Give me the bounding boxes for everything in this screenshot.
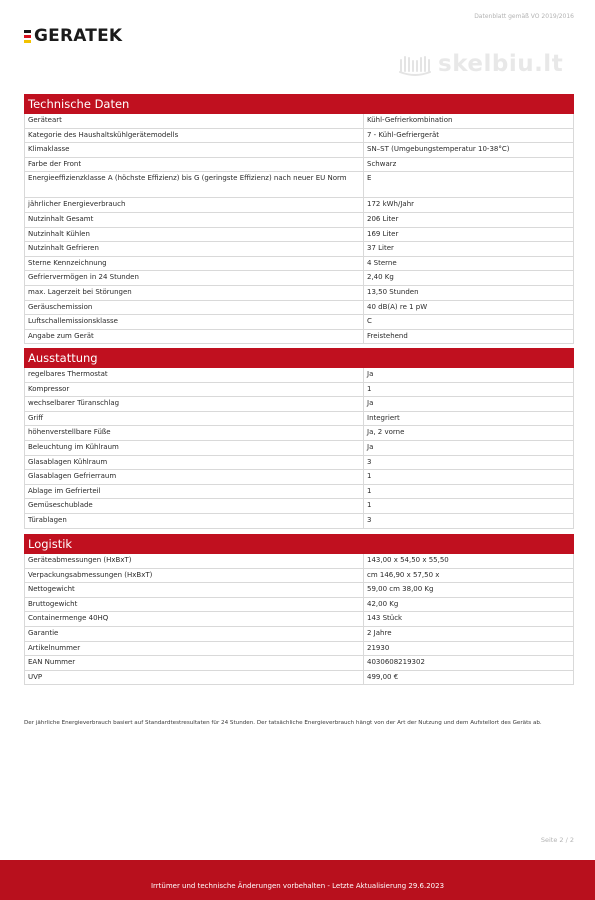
row-value: 7 - Kühl-Gefriergerät [367, 130, 440, 139]
row-value: 4 Sterne [367, 258, 397, 267]
section-title: Technische Daten [24, 94, 574, 114]
row-value: Ja, 2 vorne [367, 428, 405, 437]
table-row [24, 228, 574, 243]
table-row [24, 301, 574, 316]
row-label: Containermenge 40HQ [25, 612, 364, 626]
row-label: regelbares Thermostat [25, 368, 364, 382]
table-row [24, 499, 574, 514]
row-label: Gefriervermögen in 24 Stunden [25, 271, 364, 285]
brand-name: GERATEK [34, 26, 123, 46]
row-label: Ablage im Gefrierteil [25, 485, 364, 499]
table-row [24, 158, 574, 173]
row-value: 172 kWh/Jahr [367, 200, 415, 209]
table-row [24, 271, 574, 286]
table-row [24, 412, 574, 427]
row-label: Luftschallemissionsklasse [25, 315, 364, 329]
table-row [24, 330, 574, 345]
section-title: Ausstattung [24, 348, 574, 368]
section-ausstattung [24, 348, 574, 529]
row-label: Nettogewicht [25, 583, 364, 597]
table-row [24, 642, 574, 657]
row-value: Ja [367, 442, 374, 451]
row-label: höhenverstellbare Füße [25, 426, 364, 440]
german-flag-icon [24, 30, 31, 43]
row-value: 2,40 Kg [367, 273, 394, 282]
row-value: 1 [367, 486, 372, 495]
row-value: 1 [367, 501, 372, 510]
table-row [24, 143, 574, 158]
row-label: Angabe zum Gerät [25, 330, 364, 344]
section-technische-daten [24, 94, 574, 344]
row-value: 206 Liter [367, 214, 399, 223]
table-row [24, 514, 574, 529]
row-label: Garantie [25, 627, 364, 641]
row-value: 4030608219302 [367, 658, 425, 667]
row-label: Glasablagen Gefrierraum [25, 470, 364, 484]
row-value: Ja [367, 399, 374, 408]
row-label: Nutzinhalt Kühlen [25, 228, 364, 242]
row-value: 169 Liter [367, 229, 399, 238]
row-value: SN–ST (Umgebungstemperatur 10-38°C) [367, 145, 510, 154]
row-label: Sterne Kennzeichnung [25, 257, 364, 271]
table-row [24, 554, 574, 569]
row-label: max. Lagerzeit bei Störungen [25, 286, 364, 300]
row-label: Klimaklasse [25, 143, 364, 157]
table-row [24, 598, 574, 613]
row-label: Geräteabmessungen (HxBxT) [25, 554, 364, 568]
row-value: 21930 [367, 643, 390, 652]
footer-bar [0, 860, 595, 900]
row-label: Glasablagen Kühlraum [25, 456, 364, 470]
watermark [398, 51, 563, 77]
section-logistik [24, 534, 574, 685]
row-label: wechselbarer Türanschlag [25, 397, 364, 411]
hands-icon [398, 51, 432, 77]
table-row [24, 441, 574, 456]
table-row [24, 671, 574, 686]
row-value: Integriert [367, 413, 400, 422]
table-row [24, 198, 574, 213]
row-label: Türablagen [25, 514, 364, 528]
table-row [24, 612, 574, 627]
row-value: 42,00 Kg [367, 599, 399, 608]
row-label: Bruttogewicht [25, 598, 364, 612]
footer-text: Irrtümer und technische Änderungen vorbehalten - Letzte Aktualisierung 29.6.2023 [150, 882, 445, 890]
row-label: Beleuchtung im Kühlraum [25, 441, 364, 455]
row-value: Ja [367, 370, 374, 378]
table-row [24, 470, 574, 485]
row-label: Geräteart [25, 114, 364, 128]
table-row [24, 397, 574, 412]
row-label: Kategorie des Haushaltskühlgerätemodells [25, 129, 364, 143]
row-value: 59,00 cm 38,00 Kg [367, 585, 434, 594]
table-row [24, 627, 574, 642]
row-label: Artikelnummer [25, 642, 364, 656]
header-note: Datenblatt gemäß VO 2019/2016 [474, 13, 574, 20]
row-value: Schwarz [367, 159, 397, 168]
row-label: Farbe der Front [25, 158, 364, 172]
section-title: Logistik [24, 534, 574, 554]
table-row [24, 242, 574, 257]
row-value: C [367, 317, 372, 326]
row-label: jährlicher Energieverbrauch [25, 198, 364, 212]
row-value: 1 [367, 472, 372, 481]
row-value: 37 Liter [367, 244, 394, 253]
row-label: Nutzinhalt Gefrieren [25, 242, 364, 256]
row-label: Energieeffizienzklasse A (höchste Effizienz) bis G (geringste Effizienz) nach neuer EU Norm [25, 172, 364, 197]
table-row [24, 257, 574, 272]
row-value: 499,00 € [367, 672, 399, 681]
row-label: EAN Nummer [25, 656, 364, 670]
table-row [24, 114, 574, 129]
row-label: Kompressor [25, 383, 364, 397]
table-row [24, 426, 574, 441]
row-value: Kühl-Gefrierkombination [367, 116, 453, 124]
row-value: Freistehend [367, 331, 408, 340]
table-row [24, 485, 574, 500]
brand-logo [24, 26, 122, 46]
table-row [24, 315, 574, 330]
row-label: Geräuschemission [25, 301, 364, 315]
table-row [24, 583, 574, 598]
row-label: Verpackungsabmessungen (HxBxT) [25, 569, 364, 583]
table-row [24, 286, 574, 301]
table-row [24, 456, 574, 471]
row-label: Gemüseschublade [25, 499, 364, 513]
row-value: 1 [367, 384, 372, 393]
row-value: 143 Stück [367, 614, 403, 623]
table-row [24, 383, 574, 398]
table-row [24, 368, 574, 383]
row-value: 40 dB(A) re 1 pW [367, 302, 428, 311]
row-value: 2 Jahre [367, 628, 392, 637]
footnote: Der jährliche Energieverbrauch basiert auf Standardtestresultaten für 24 Stunden. Der tatsächliche Energieverbrauch hängt von der Art der Nutzung und dem Aufstellort des Geräts ab. [24, 720, 542, 726]
row-value: 143,00 x 54,50 x 55,50 [367, 556, 449, 564]
table-row [24, 656, 574, 671]
table-row [24, 172, 574, 198]
row-value: 13,50 Stunden [367, 287, 419, 296]
table-row [24, 569, 574, 584]
page-number: Seite 2 / 2 [540, 836, 574, 844]
row-label: Griff [25, 412, 364, 426]
row-value: 3 [367, 457, 372, 466]
table-row [24, 129, 574, 144]
watermark-text: skelbiu.lt [438, 51, 564, 77]
row-label: Nutzinhalt Gesamt [25, 213, 364, 227]
row-value: 3 [367, 515, 372, 524]
table-row [24, 213, 574, 228]
row-value: cm 146,90 x 57,50 x [367, 570, 440, 579]
row-label: UVP [25, 671, 364, 685]
row-value: E [367, 174, 372, 183]
